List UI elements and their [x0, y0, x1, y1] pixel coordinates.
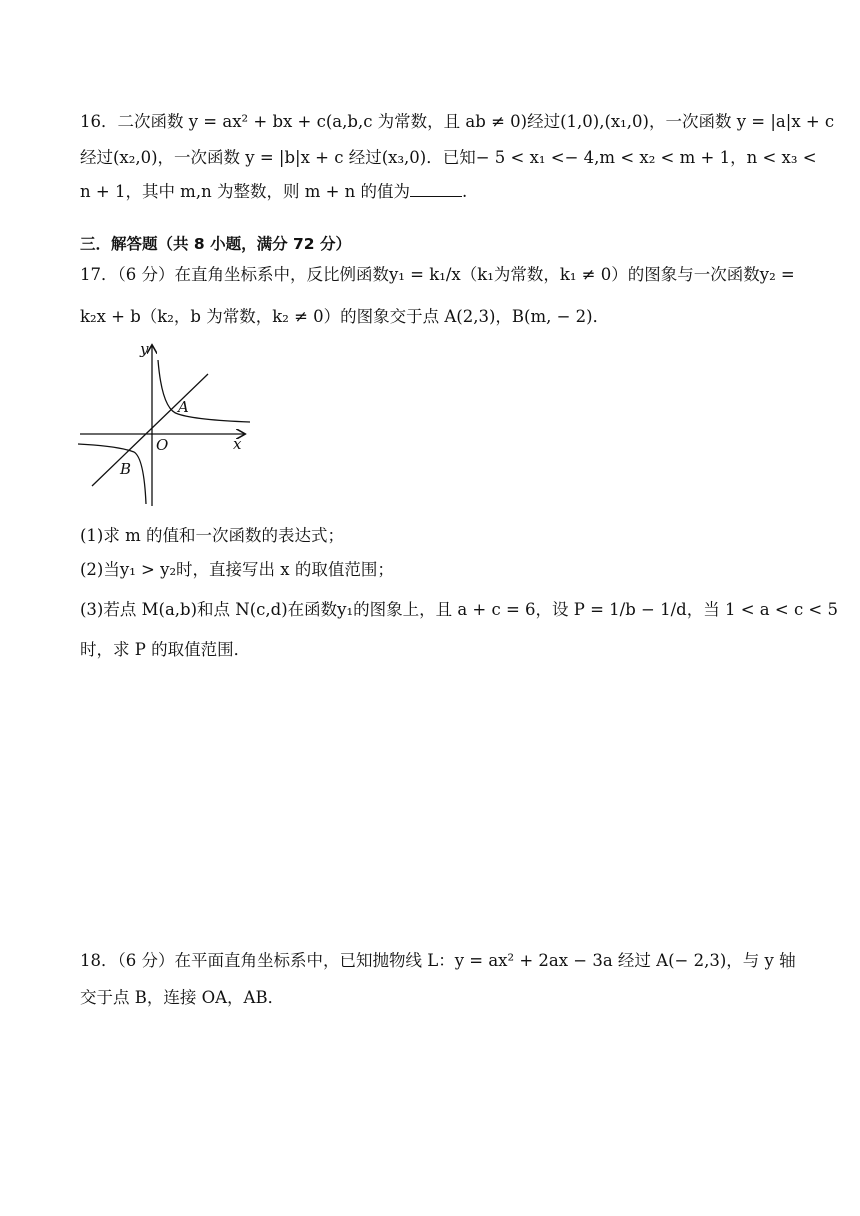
q17-part-2: (2)当y₁ > y₂时，直接写出 x 的取值范围； — [80, 560, 394, 579]
q18-line-1: 18．（6 分）在平面直角坐标系中，已知抛物线 L：y = ax² + 2ax − 3a 经过 A(− 2,3)，与 y 轴 — [80, 951, 796, 970]
q17-line-1: 17．（6 分）在直角坐标系中，反比例函数y₁ = k₁/x（k₁为常数，k₁ ≠ 0）的图象与一次函数y₂ = — [80, 265, 795, 284]
q16-line-3-text: n + 1，其中 m,n 为整数，则 m + n 的值为 — [80, 182, 411, 201]
answer-blank — [410, 180, 462, 197]
hyperbola-branch-upper — [158, 360, 250, 422]
q18-line-2: 交于点 B，连接 OA，AB． — [80, 988, 285, 1007]
y-axis-label: y — [140, 340, 149, 358]
hyperbola-branch-lower — [78, 444, 146, 504]
x-axis-label: x — [233, 435, 242, 453]
q17-line-2: k₂x + b（k₂，b 为常数，k₂ ≠ 0）的图象交于点 A(2,3)，B(m, − 2)． — [80, 307, 610, 326]
function-graph-figure — [78, 340, 250, 510]
q17-part-3-line-2: 时，求 P 的取值范围． — [80, 640, 251, 659]
q17-part-3-line-1: (3)若点 M(a,b)和点 N(c,d)在函数y₁的图象上，且 a + c = 6，设 P = 1/b − 1/d，当 1 < a < c < 5 — [80, 600, 839, 619]
q16-line-2: 经过(x₂,0)，一次函数 y = |b|x + c 经过(x₃,0)．已知− 5 < x₁ <− 4,m < x₂ < m + 1，n < x₃ < — [80, 148, 817, 167]
point-a-label: A — [178, 398, 189, 416]
q16-line-3 — [80, 180, 467, 204]
q16-line-1: 16．二次函数 y = ax² + bx + c(a,b,c 为常数，且 ab ≠ 0)经过(1,0),(x₁,0)，一次函数 y = |a|x + c — [80, 112, 835, 131]
linear-function-line — [92, 374, 208, 486]
q16-line-3-end: . — [462, 182, 468, 201]
q17-part-1: (1)求 m 的值和一次函数的表达式； — [80, 526, 345, 545]
origin-label: O — [156, 436, 169, 454]
point-b-label: B — [120, 460, 132, 478]
section-heading: 三．解答题（共 8 小题，满分 72 分） — [80, 235, 351, 253]
